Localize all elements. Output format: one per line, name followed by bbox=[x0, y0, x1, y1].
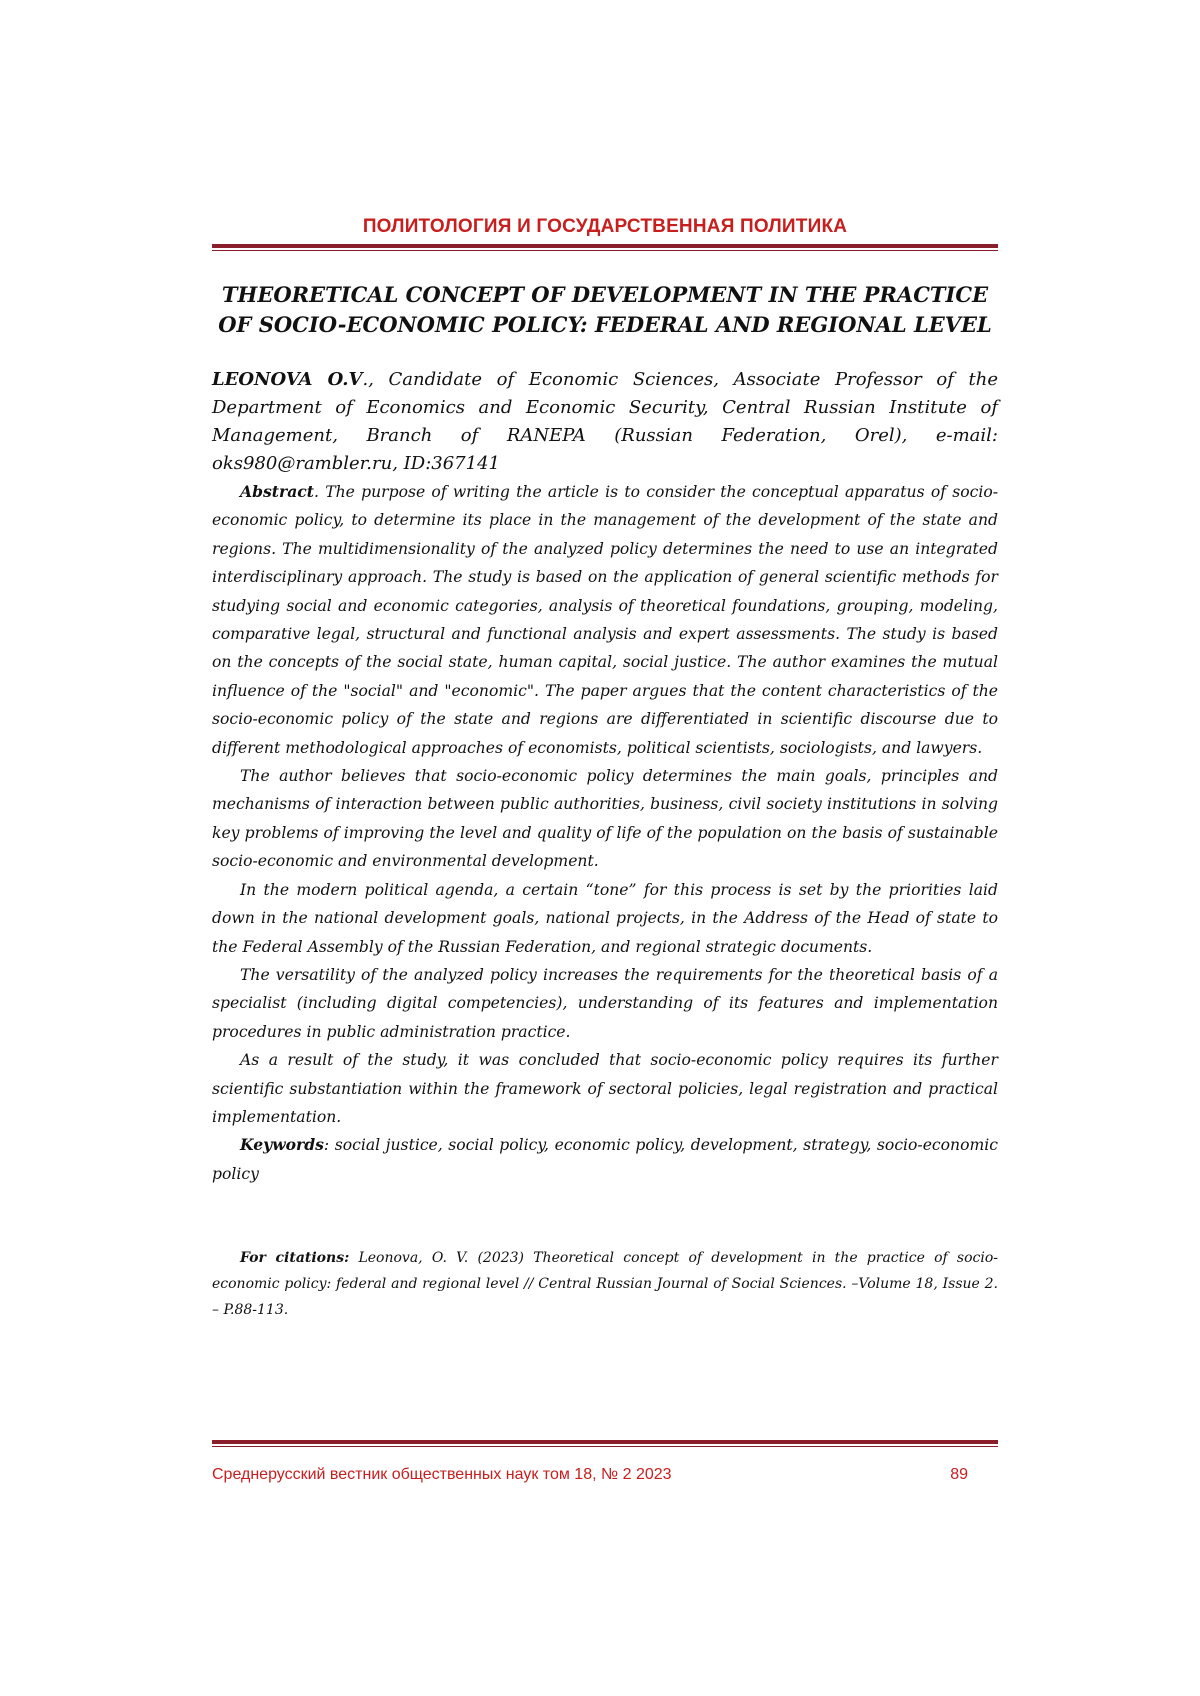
footer-rule bbox=[212, 1440, 998, 1447]
author-name: LEONOVA O.V bbox=[212, 369, 363, 390]
abstract-paragraph: Abstract. The purpose of writing the article is to consider the conceptual apparatus of socio-economic policy, to determine its place in the management of the development of the state and regions. The multidimensionality of the analyzed policy determines the need to use an integrated interdisciplinary approach. The study is based on the application of general scientific methods for studying social and economic categories, analysis of theoretical foundations, grouping, modeling, comparative legal, structural and functional analysis and expert assessments. The study is based on the concepts of the social state, human capital, social justice. The author examines the mutual influence of the "social" and "economic". The paper argues that the content characteristics of the socio-economic policy of the state and regions are differentiated in scientific discourse due to different methodological approaches of economists, political scientists, sociologists, and lawyers. bbox=[212, 482, 998, 757]
keywords-label: Keywords bbox=[240, 1135, 324, 1155]
author-block bbox=[212, 366, 998, 478]
keywords-text: : social justice, social policy, economic policy, development, strategy, socio-economic policy bbox=[212, 1136, 998, 1183]
author-affiliation: ., Candidate of Economic Sciences, Associate Professor of the Department of Economics and Economic Security, Central Russian Institute of Management, Branch of RANEPA (Russian Federation, Orel), e-mail: oks980@rambler.ru, ID:367141 bbox=[212, 369, 999, 474]
abstract-paragraph: The versatility of the analyzed policy increases the requirements for the theoretical basis of a specialist (including digital competencies), understanding of its features and implementation procedures in public administration practice. bbox=[212, 965, 998, 1041]
abstract-label: Abstract bbox=[240, 482, 315, 501]
abstract-paragraph: The author believes that socio-economic policy determines the main goals, principles and mechanisms of interaction between public authorities, business, civil society institutions in solving key problems of improving the level and quality of life of the population on the basis of sustainable socio-economic and environmental development. bbox=[212, 767, 998, 871]
citation-text: Leonova, O. V. (2023) Theoretical concept of development in the practice of socio-economic policy: federal and regional level // Central Russian Journal of Social Sciences. –Volume 18, Issue 2. – P.88-113. bbox=[212, 1250, 998, 1318]
abstract-paragraph: In the modern political agenda, a certain “tone” for this process is set by the priorities laid down in the national development goals, national projects, in the Address of the Head of state to the Federal Assembly of the Russian Federation, and regional strategic documents. bbox=[212, 880, 998, 956]
abstract bbox=[212, 478, 998, 1188]
article-title: THEORETICAL CONCEPT OF DEVELOPMENT IN THE PRACTICE OF SOCIO-ECONOMIC POLICY: FEDERAL AND REGIONAL LEVEL bbox=[218, 282, 992, 337]
footer-journal-name: Среднерусский вестник общественных наук том 18, № 2 2023 bbox=[212, 1466, 672, 1483]
header-rule bbox=[212, 244, 998, 251]
citation-label: For citations: bbox=[240, 1250, 350, 1266]
journal-page bbox=[212, 0, 998, 1696]
keywords bbox=[212, 1131, 998, 1188]
page-number: 89 bbox=[950, 1466, 968, 1483]
abstract-paragraph: As a result of the study, it was concluded that socio-economic policy requires its further scientific substantiation within the framework of sectoral policies, legal registration and practical implementation. bbox=[212, 1051, 998, 1126]
section-header: ПОЛИТОЛОГИЯ И ГОСУДАРСТВЕННАЯ ПОЛИТИКА bbox=[362, 216, 848, 237]
citation bbox=[212, 1245, 998, 1323]
